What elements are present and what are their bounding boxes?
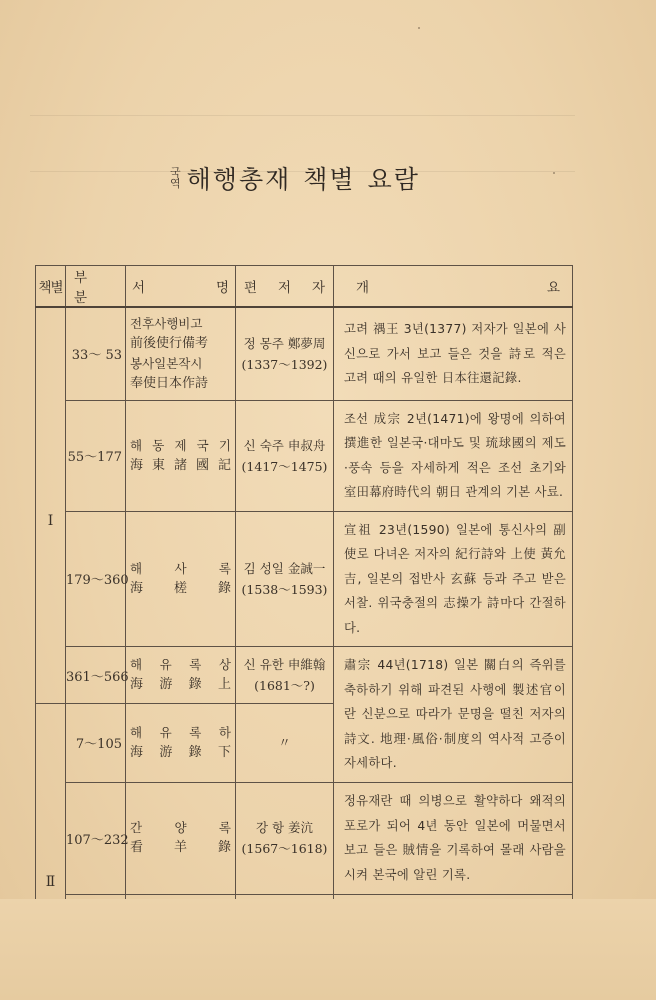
author-years: (1417～1475) (241, 458, 328, 474)
author-years: (1538～1593) (241, 581, 328, 597)
header-summary-right: 요 (546, 280, 560, 296)
header-volume: 책별 (36, 266, 66, 308)
page-bottom-margin (0, 899, 656, 1000)
title-char: 해 (130, 437, 143, 453)
title-char: 錄 (217, 580, 231, 596)
paper-speck (553, 172, 555, 174)
part-cell: 107～232 (66, 782, 126, 894)
title-char: 游 (159, 677, 173, 692)
author-name: 강 항 姜沆 (255, 820, 314, 835)
header-author-char: 자 (311, 280, 325, 296)
title-char: 海 (130, 457, 144, 473)
part-cell: 361～566 (66, 647, 126, 704)
summary-cell (334, 307, 573, 400)
author-name: 신 숙주 申叔舟 (243, 437, 326, 453)
title-cell (126, 704, 236, 783)
title-word: 해행총재 (186, 165, 292, 194)
author-years: (1337～1392) (241, 356, 328, 372)
summary-text: 조선 成宗 2년(1471)에 왕명에 의하여 撰進한 일본국·대마도 및 琉球國의 제도·풍속 등을 자세하게 적은 조선 초기와 室田幕府時代의 朝日 관계의 기본 사료. (344, 411, 566, 499)
header-title (126, 266, 236, 308)
author-cell (236, 782, 334, 894)
summary-text: 고려 禑王 3년(1377) 저자가 일본에 사신으로 가서 보고 들은 것을 詩로 적은 고려 때의 유일한 日本往還記錄. (344, 322, 566, 385)
paper-speck (418, 27, 420, 29)
title-char: 槎 (173, 580, 187, 596)
title-char: 제 (174, 437, 187, 453)
table-row (36, 511, 573, 647)
title-text: 전후사행비고 (130, 315, 203, 331)
author-name: 정 몽주 鄭夢周 (243, 335, 326, 351)
summary-cell (334, 782, 573, 894)
table-row (36, 307, 573, 400)
title-word: 요람 (367, 165, 420, 194)
page-title (170, 160, 420, 196)
title-char: 羊 (173, 840, 187, 855)
title-cell (126, 647, 236, 704)
summary-cell (334, 400, 573, 511)
title-prefix-char: 국 (170, 166, 181, 179)
header-part: 부 분 (66, 266, 126, 308)
author-name: 신 유한 申維翰 (243, 657, 326, 672)
title-char: 海 (130, 677, 144, 692)
title-char: 下 (217, 744, 231, 760)
author-cell (236, 647, 334, 704)
title-char: 錄 (188, 744, 202, 760)
title-char: 錄 (217, 840, 231, 855)
header-title-right: 명 (215, 280, 229, 296)
part-cell: 33～ 53 (66, 307, 126, 400)
title-char: 諸 (173, 457, 187, 473)
book-summary-table (35, 265, 573, 985)
title-char: 록 (189, 657, 202, 672)
author-cell (236, 704, 334, 783)
author-years: (1681～?) (254, 678, 315, 693)
title-char: 記 (217, 457, 231, 473)
title-char: 해 (130, 560, 143, 576)
title-char: 해 (130, 724, 143, 740)
title-char: 사 (174, 560, 187, 576)
title-char: 海 (130, 744, 144, 760)
author-cell (236, 400, 334, 511)
header-title-left: 서 (132, 280, 146, 296)
header-author-char: 저 (277, 280, 292, 296)
header-author-char: 편 (244, 280, 258, 296)
summary-text: 肅宗 44년(1718) 일본 關白의 즉위를 축하하기 위해 파견된 사행에 製述官이란 신분으로 따라가 문명을 떨친 저자의 詩文. 地理·風俗·制度의 역사적 고증이 자세하다. (344, 658, 566, 770)
title-char: 海 (130, 580, 144, 596)
title-cell (126, 511, 236, 647)
title-char: 하 (218, 724, 231, 740)
title-char: 유 (159, 724, 172, 740)
part-cell: 7～105 (66, 704, 126, 783)
title-cell (126, 782, 236, 894)
author-years: (1567～1618) (241, 841, 328, 856)
table-header-row (36, 266, 573, 308)
title-char: 록 (218, 560, 231, 576)
title-char: 상 (218, 657, 231, 672)
title-word: 책별 (303, 165, 356, 194)
title-char: 록 (189, 724, 202, 740)
summary-cell (334, 511, 573, 647)
author-cell (236, 307, 334, 400)
title-char: 양 (174, 820, 187, 835)
table-row (36, 782, 573, 894)
author-name: 김 성일 金誠一 (243, 560, 326, 576)
part-cell: 55～177 (66, 400, 126, 511)
author-cell (236, 511, 334, 647)
summary-text: 宣祖 23년(1590) 일본에 통신사의 副使로 다녀온 저자의 紀行詩와 上使 黃允吉, 일본의 접반사 玄蘇 등과 주고 받은 서찰. 위국충절의 志操가 詩마다 간절하다. (344, 522, 566, 635)
title-char: 록 (218, 820, 231, 835)
title-char: 錄 (188, 677, 202, 692)
table-row (36, 647, 573, 704)
summary-cell (334, 647, 573, 783)
title-cell (126, 307, 236, 400)
header-author (236, 266, 334, 308)
header-summary-left: 개 (356, 280, 370, 296)
title-text: 奉使日本作詩 (130, 375, 209, 391)
title-char: 간 (130, 820, 143, 835)
title-text: 前後使行備考 (130, 335, 209, 351)
header-summary (334, 266, 573, 308)
ditto-mark: 〃 (278, 735, 291, 751)
title-char: 游 (159, 744, 173, 760)
title-char: 東 (151, 457, 165, 473)
title-char: 동 (152, 437, 165, 453)
title-char: 國 (195, 457, 209, 473)
title-prefix (170, 167, 181, 189)
title-text: 봉사일본작시 (130, 355, 203, 371)
summary-text: 정유재란 때 의병으로 활약하다 왜적의 포로가 되어 4년 동안 일본에 머물면서 보고 들은 賊情을 기록하여 몰래 사람을 시켜 본국에 알린 기록. (344, 794, 566, 882)
title-char: 上 (217, 677, 231, 692)
title-cell (126, 400, 236, 511)
volume-label: Ⅱ (45, 874, 56, 890)
table-row (36, 400, 573, 511)
title-char: 기 (218, 437, 231, 453)
title-main (187, 160, 420, 196)
part-cell: 179～360 (66, 511, 126, 647)
title-char: 유 (159, 657, 172, 672)
title-char: 해 (130, 657, 143, 672)
volume-cell (36, 307, 66, 704)
title-char: 국 (196, 437, 209, 453)
title-prefix-char: 역 (170, 177, 181, 190)
volume-label: Ⅰ (47, 512, 54, 529)
title-char: 看 (130, 840, 144, 855)
